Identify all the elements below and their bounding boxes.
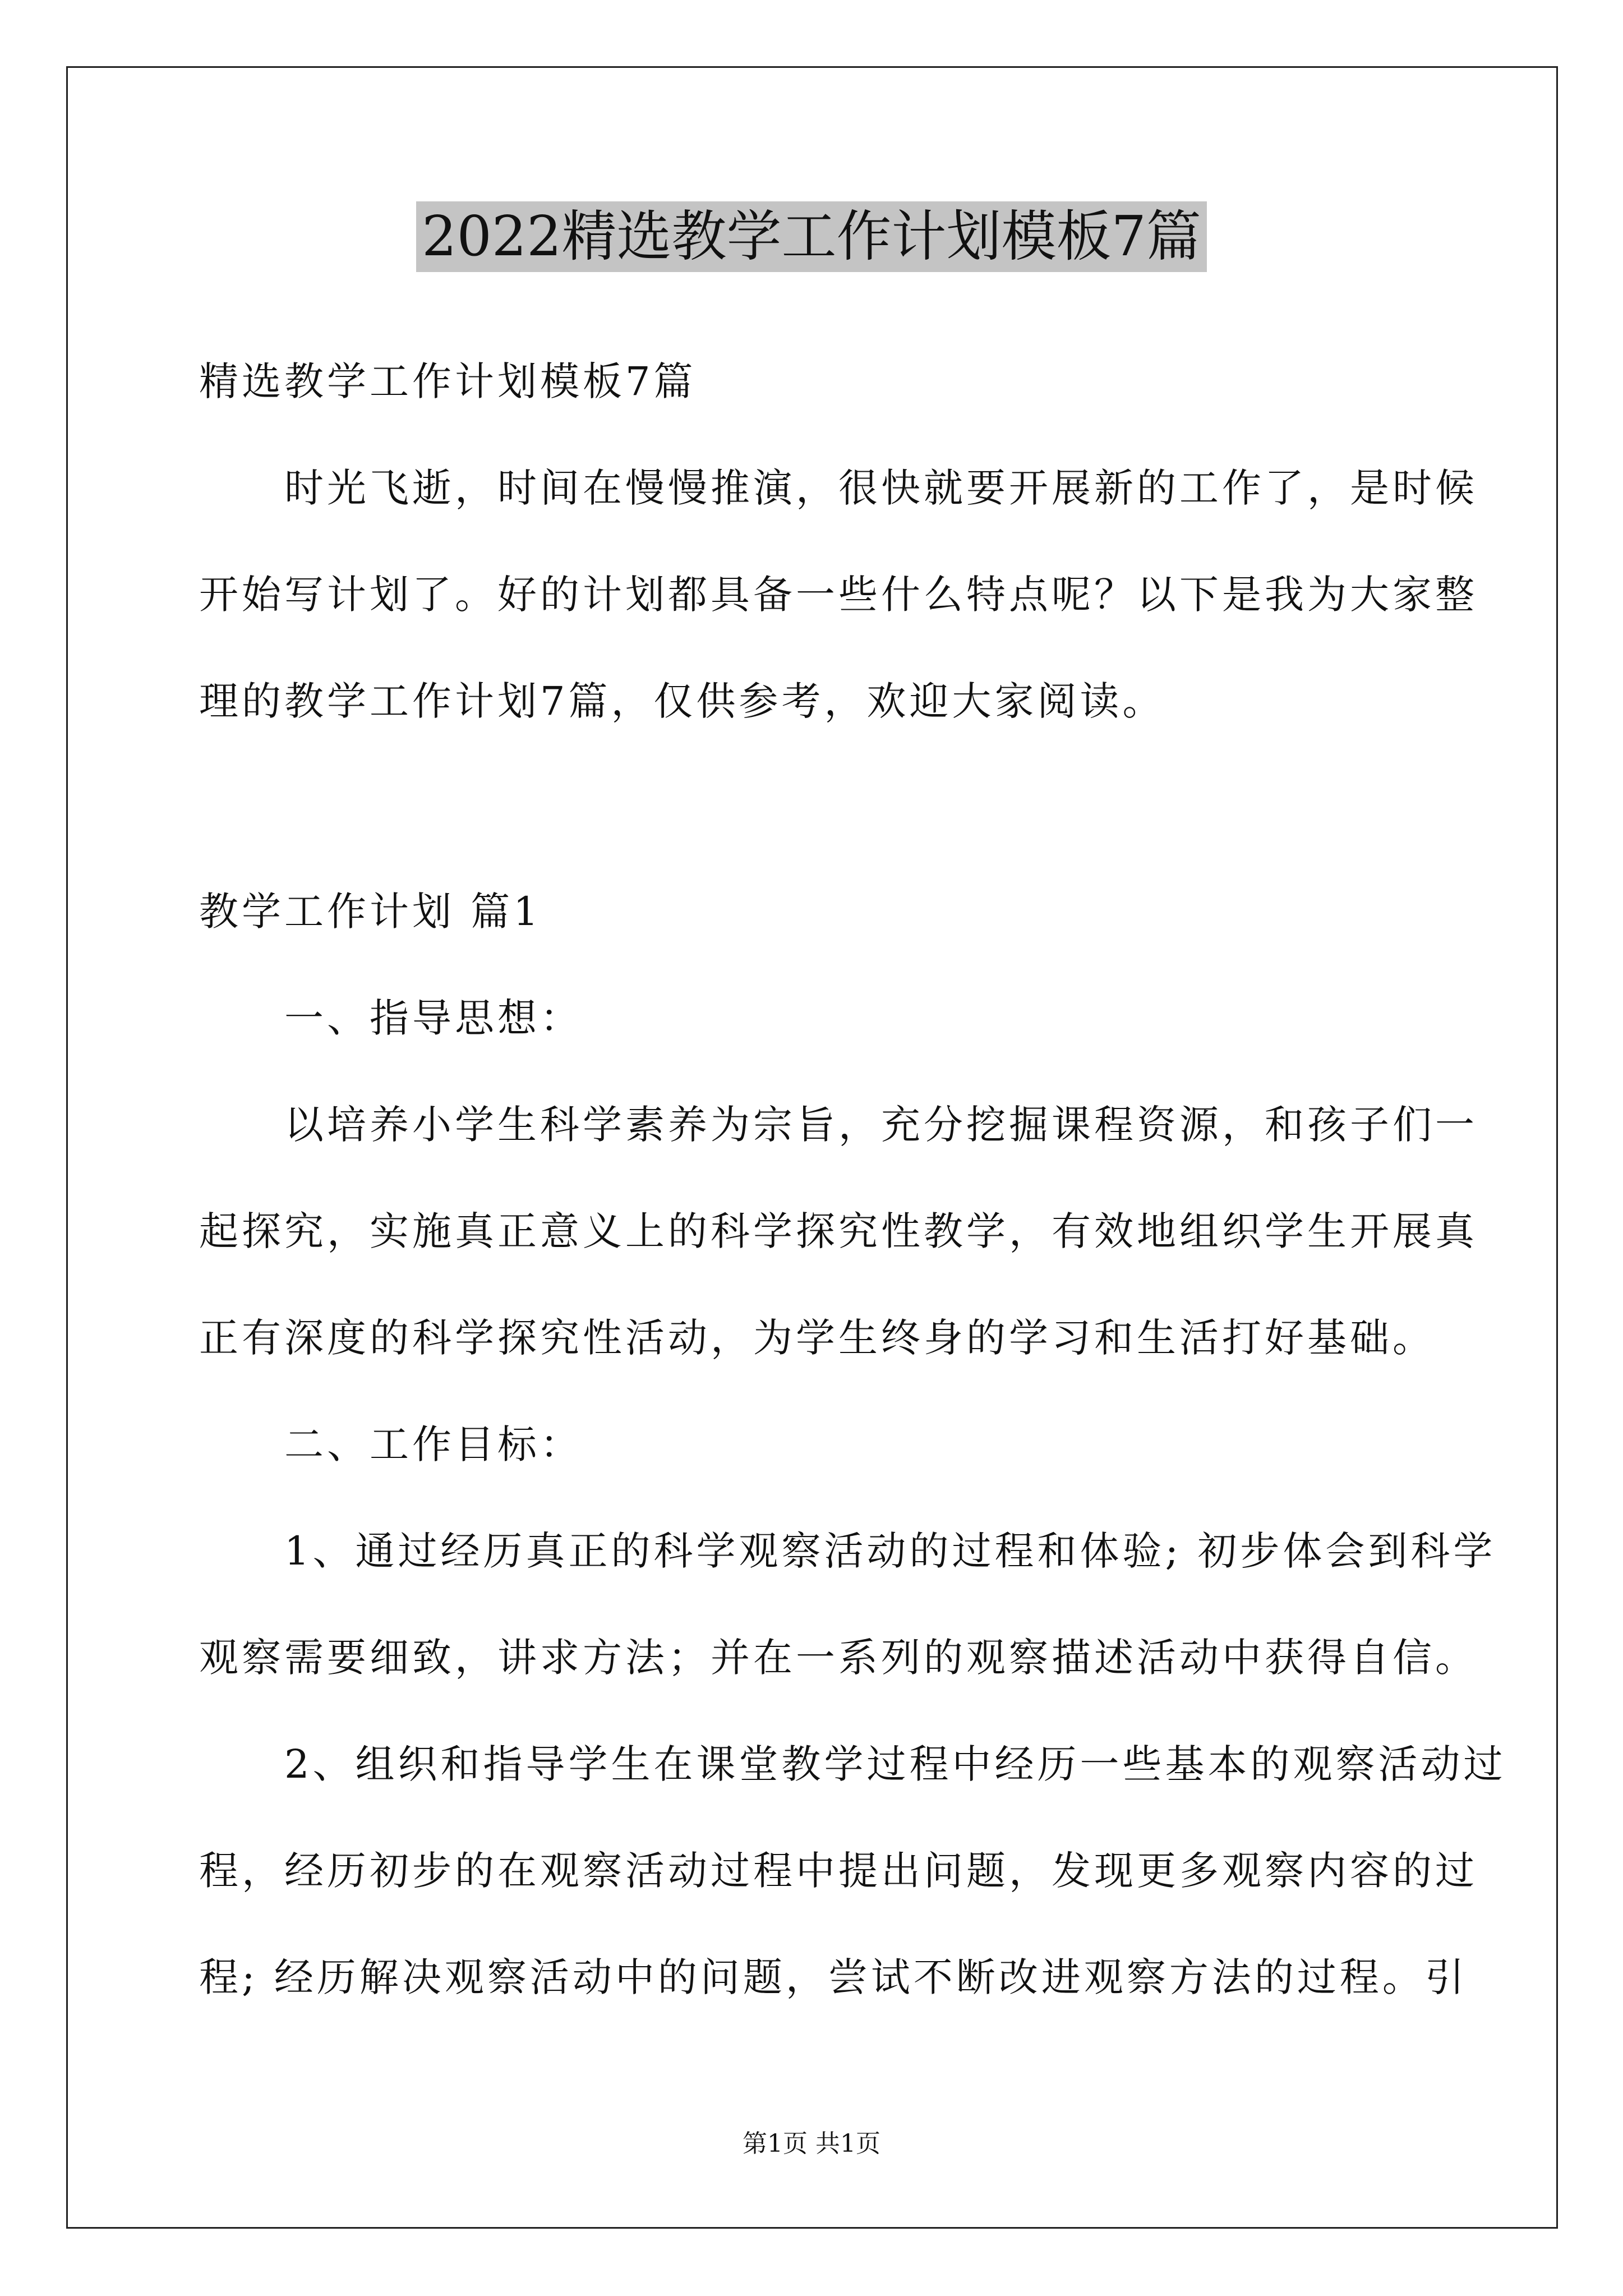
page-footer: 第1页 共1页 xyxy=(743,2129,880,2158)
section-heading: 教学工作计划 篇1 xyxy=(199,889,542,935)
document-title-text: 2022精选教学工作计划模板7篇 xyxy=(416,201,1207,272)
intro-line-2: 开始写计划了。好的计划都具备一些什么特点呢？以下是我为大家整 xyxy=(199,572,1478,618)
document-title xyxy=(0,197,1623,276)
guiding-line-1: 以培养小学生科学素养为宗旨，充分挖掘课程资源，和孩子们一 xyxy=(199,1102,1478,1148)
goal-2-line-1: 2、组织和指导学生在课堂教学过程中经历一些基本的观察活动过 xyxy=(199,1741,1506,1787)
goal-2-line-3: 程; 经历解决观察活动中的问题，尝试不断改进观察方法的过程。引 xyxy=(199,1954,1468,2000)
heading-goals: 二、工作目标： xyxy=(199,1421,583,1467)
goal-1-line-1: 1、通过经历真正的科学观察活动的过程和体验; 初步体会到科学 xyxy=(199,1528,1496,1574)
goal-1-line-2: 观察需要细致，讲求方法；并在一系列的观察描述活动中获得自信。 xyxy=(199,1635,1478,1681)
goal-2-line-2: 程，经历初步的在观察活动过程中提出问题，发现更多观察内容的过 xyxy=(199,1848,1478,1894)
subtitle-line: 精选教学工作计划模板7篇 xyxy=(199,358,697,404)
heading-guiding: 一、指导思想： xyxy=(199,995,583,1041)
intro-line-1: 时光飞逝，时间在慢慢推演，很快就要开展新的工作了，是时候 xyxy=(199,465,1478,511)
guiding-line-2: 起探究，实施真正意义上的科学探究性教学，有效地组织学生开展真 xyxy=(199,1208,1478,1254)
guiding-line-3: 正有深度的科学探究性活动，为学生终身的学习和生活打好基础。 xyxy=(199,1315,1435,1361)
intro-line-3: 理的教学工作计划7篇，仅供参考，欢迎大家阅读。 xyxy=(199,678,1165,724)
